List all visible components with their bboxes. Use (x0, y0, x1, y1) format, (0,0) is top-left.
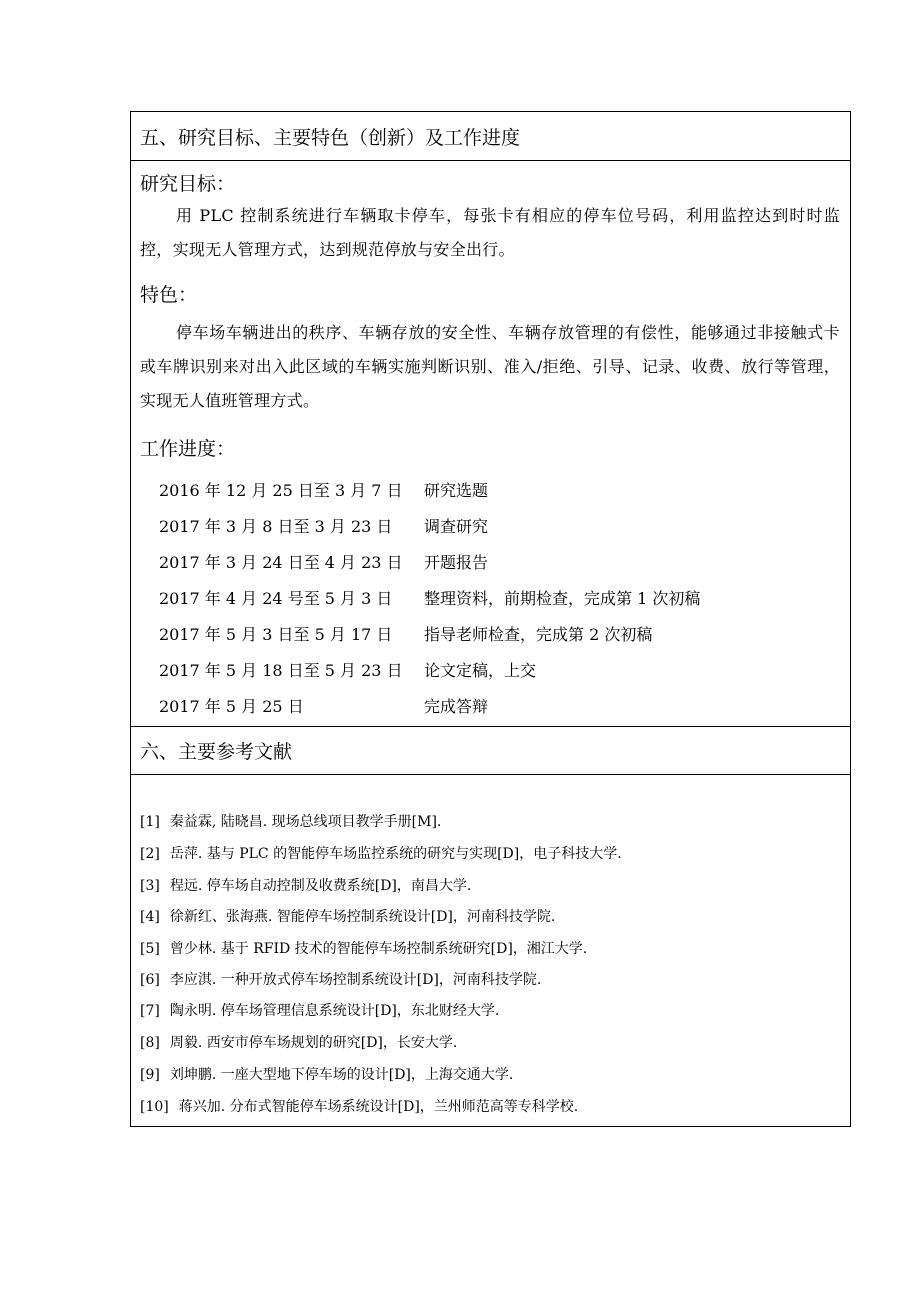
goal-heading: 研究目标： (140, 173, 236, 195)
schedule-date: 2017 年 3 月 8 日至 3 月 23 日 (159, 517, 393, 536)
reference-number: [9] (140, 1067, 160, 1083)
reference-number: [5] (140, 941, 160, 957)
reference-item (140, 939, 587, 959)
schedule-row (159, 659, 799, 683)
schedule-row (159, 623, 799, 647)
reference-number: [1] (140, 814, 160, 830)
reference-item (140, 812, 441, 832)
schedule-row (159, 587, 799, 611)
schedule-task: 研究选题 (424, 481, 489, 500)
schedule-date: 2017 年 5 月 25 日 (159, 697, 304, 716)
schedule-row (159, 551, 799, 575)
feature-heading: 特色： (140, 284, 198, 306)
reference-text: 蒋兴加. 分布式智能停车场系统设计[D]，兰州师范高等专科学校. (178, 1099, 579, 1115)
reference-item (140, 970, 541, 990)
schedule-date: 2017 年 5 月 18 日至 5 月 23 日 (159, 661, 403, 680)
reference-item (140, 844, 622, 864)
reference-text: 程远. 停车场自动控制及收费系统[D]，南昌大学. (169, 878, 472, 894)
schedule-task: 完成答辩 (424, 697, 489, 716)
reference-number: [4] (140, 909, 160, 925)
feature-paragraph: 停车场车辆进出的秩序、车辆存放的安全性、车辆存放管理的有偿性，能够通过非接触式卡或车牌识别来对出入此区域的车辆实施判断识别、准入/拒绝、引导、记录、收费、放行等管理，实现无人值班管理方式。 (140, 323, 840, 410)
reference-text: 李应淇. 一种开放式停车场控制系统设计[D]，河南科技学院. (169, 972, 542, 988)
reference-item (140, 1033, 457, 1053)
reference-text: 岳萍. 基与 PLC 的智能停车场监控系统的研究与实现[D]，电子科技大学. (169, 846, 622, 862)
schedule-date: 2017 年 3 月 24 日至 4 月 23 日 (159, 553, 403, 572)
schedule-date: 2017 年 5 月 3 日至 5 月 17 日 (159, 625, 393, 644)
goal-paragraph: 用 PLC 控制系统进行车辆取卡停车，每张卡有相应的停车位号码，利用监控达到时时监控，实现无人管理方式，达到规范停放与安全出行。 (140, 206, 840, 259)
schedule-row (159, 479, 799, 503)
reference-text: 秦益霖, 陆晓昌. 现场总线项目教学手册[M]. (169, 814, 442, 830)
reference-number: [7] (140, 1003, 160, 1019)
schedule-task: 调查研究 (424, 517, 489, 536)
section5-title: 五、研究目标、主要特色（创新）及工作进度 (140, 127, 521, 149)
schedule-task: 论文定稿，上交 (424, 661, 537, 680)
reference-text: 刘坤鹏. 一座大型地下停车场的设计[D]，上海交通大学. (169, 1067, 514, 1083)
reference-item (140, 1001, 499, 1021)
schedule-row (159, 515, 799, 539)
section6-header-divider (131, 774, 850, 775)
schedule-row (159, 695, 799, 719)
reference-item (140, 876, 471, 896)
reference-text: 曾少林. 基于 RFID 技术的智能停车场控制系统研究[D]，湘江大学. (169, 941, 588, 957)
reference-item (140, 1097, 578, 1117)
reference-text: 周毅. 西安市停车场规划的研究[D]，长安大学. (169, 1035, 458, 1051)
schedule-task: 整理资料，前期检查，完成第 1 次初稿 (424, 589, 701, 608)
reference-text: 徐新红、张海燕. 智能停车场控制系统设计[D]，河南科技学院. (169, 909, 556, 925)
proposal-form-table (130, 111, 851, 1127)
section-divider (131, 726, 850, 727)
reference-number: [2] (140, 846, 160, 862)
schedule-date: 2016 年 12 月 25 日至 3 月 7 日 (159, 481, 403, 500)
reference-number: [10] (140, 1099, 169, 1115)
section6-title: 六、主要参考文献 (140, 741, 293, 763)
section5-header-divider (131, 160, 850, 161)
schedule-heading: 工作进度： (140, 438, 236, 460)
reference-item (140, 907, 555, 927)
schedule-task: 开题报告 (424, 553, 489, 572)
schedule-date: 2017 年 4 月 24 号至 5 月 3 日 (159, 589, 393, 608)
reference-item (140, 1065, 513, 1085)
reference-number: [6] (140, 972, 160, 988)
reference-text: 陶永明. 停车场管理信息系统设计[D]，东北财经大学. (169, 1003, 500, 1019)
schedule-task: 指导老师检查，完成第 2 次初稿 (424, 625, 653, 644)
reference-number: [8] (140, 1035, 160, 1051)
reference-number: [3] (140, 878, 160, 894)
